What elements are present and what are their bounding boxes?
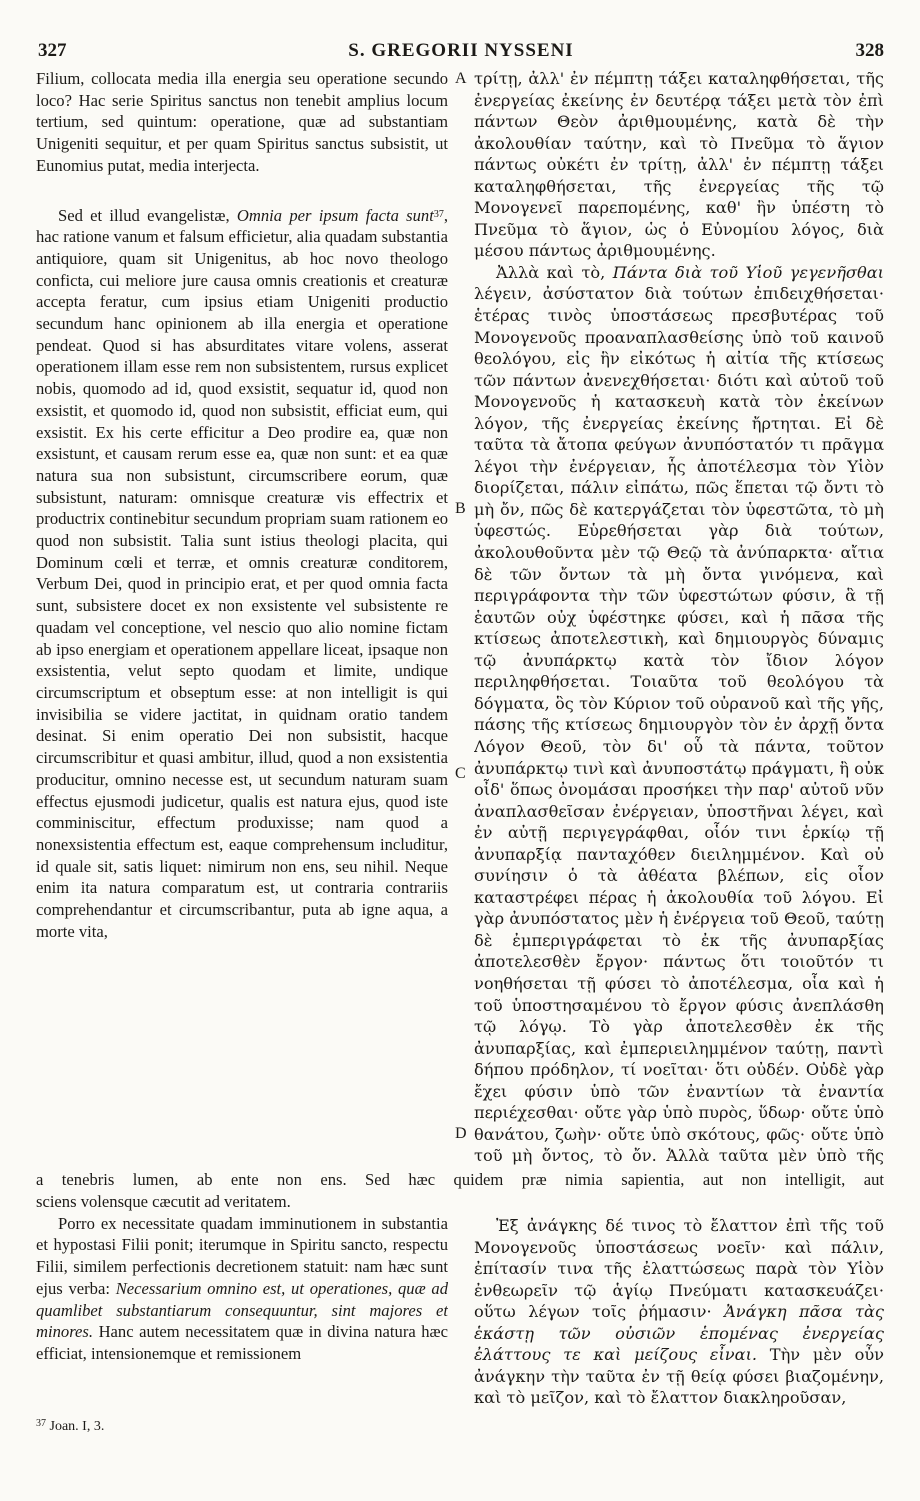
latin-quotation: Omnia per ipsum facta sunt bbox=[236, 205, 434, 225]
latin-paragraph: Sed et illud evangelistæ, Omnia per ipsum facta sunt$^{37}$, hac ratione vanum et falsum efficietur, alia quadam substantia antiquiore, quam sit Unigenitus, ab hoc novo theologo conficta, cui meliore jure causa omnis creationis et creaturæ accepta feratur, cum ipsius etiam Unigeniti productio secundum hanc opinionem ab illa energia et operatione pendeat. Quod si has absurditates vitare volens, asserat operationem illam esse rem non subsistentem, rursus explicet nobis, quomodo ad id, quod exsistit, sequatur id, quod non exsistit, et quomodo id, quod non subsistit, efficiat eum, qui exsistit. Ex his certe efficitur a Deo prodire ea, quæ non exsistunt, et causam rerum esse ea, quæ non sunt: et ea quæ natura sua non subsistunt, circumscribere eorum, quæ subsistunt, naturam: omnisque creaturæ vis effectrix et productrix continebitur secundum propriam suam rationem eo quod non subsistit. Talia sunt istius theologi placita, qui Dominum cœli et terræ, et omnis creaturæ conditorem, Verbum Dei, quod in principio erat, et per quod omnia facta sunt, subsistere docet ex non exsistente vel subsistente re quadam vel conceptione, vel nescio quo alio nomine fictam ab ipso energiam et operationem appellare liceat, ipsaque non exsistentia, velut septo quodam et limite, undique circumscriptum et obseptum esse: at non intelligit is qui invisibilia se videre jactitat, in quidnam oratio tandem desinat. Si enim operatio Dei non subsistit, hacque circumscribitur et quasi ambitur, illud, quod a non exsistentia producitur, omnino necesse est, ut secundum naturam suam effectus ejusmodi judicetur, qualis est natura ejus, quod iste comminiscitur, effectum produxisse; nam quod a nonexsistentia effectum est, eaque comprehensum includitur, id quale sit, satis liquet: nimirum non ens, seu nihil. Neque enim ita natura comparatum est, ut contraria contrariis comprehendantur et circumscribantur, puta ab igne aqua, a morte vita, bbox=[36, 205, 448, 941]
latin-full-width-line: a tenebris lumen, ab ente non ens. Sed hæc quidem præ nimia sapientia, aut non intelligit, aut bbox=[36, 1170, 884, 1189]
latin-column-lower bbox=[36, 1191, 448, 1411]
latin-paragraph: Filium, collocata media illa energia seu operatione secundo loco? Hac serie Spiritus sanctus non tenebit amplius locum tertium, sed quintum: operatione, quæ ad substantiam Unigeniti sequitur, et per quam Spiritus sanctus subsistit, ut Eunomius putat, media interjecta. bbox=[36, 69, 448, 175]
greek-paragraph: τρίτῃ, ἀλλ' ἐν πέμπτῃ τάξει καταληφθήσεται, τῆς ἐνεργείας ἐκείνης ἐν δευτέρᾳ τάξει μετὰ τὸν ἐπὶ πάντων Θεὸν ἀριθμουμένης, κατὰ δὲ τὴν ἀκολουθίαν ταύτην, καὶ τὸ Πνεῦμα τὸ ἅγιον πάντως οὐκέτι ἐν τρίτῃ, ἀλλ' ἐν πέμπτῃ τάξει καταληφθήσεται, τῆς ἐνεργείας τῆς τῷ Μονογενεῖ παρεπομένης, καθ' ἣν ὑπέστη τὸ Πνεῦμα τὸ ἅγιον, ὡς ὁ Εὐνομίου λόγος, διὰ μέσου πάντως ἀριθμουμένης. bbox=[474, 69, 884, 261]
margin-letter-a: A bbox=[455, 70, 467, 87]
page-number-right: 328 bbox=[855, 40, 884, 61]
margin-letter-d: D bbox=[455, 1125, 467, 1142]
greek-column-lower bbox=[474, 1215, 884, 1410]
latin-column bbox=[36, 68, 448, 1169]
page-number-left: 327 bbox=[38, 40, 67, 61]
greek-column bbox=[474, 68, 884, 1169]
greek-quotation: Ἀνάγκη πᾶσα τὰς ἑκάστῃ τῶν οὐσιῶν ἑπομένας ἐνεργείας ἐλάττους τε καὶ μείζους εἶναι. bbox=[474, 1302, 884, 1365]
greek-quotation: Πάντα διὰ τοῦ Υἱοῦ γεγενῆσθαι bbox=[612, 262, 884, 282]
footnote-reference: 37 bbox=[433, 208, 444, 220]
running-title: S. GREGORII NYSSENI bbox=[348, 40, 574, 61]
greek-paragraph: Ἀλλὰ καὶ τὸ, Πάντα διὰ τοῦ Υἱοῦ γεγενῆσθαι λέγειν, ἀσύστατον διὰ τούτων ἐπιδειχθήσεται· ἑτέρας τινὸς ὑποστάσεως πρεσβυτέρας τοῦ Μονογενοῦς προαναπλασθείσης ὑπὸ τοῦ καινοῦ θεολόγου, εἰς ἣν εἰκότως ἡ αἰτία τῆς κτίσεως τῶν πάντων ἀνενεχθήσεται· διότι καὶ αὐτοῦ τοῦ Μονογενοῦς ἡ κατασκευὴ κατὰ τὸν ἐκείνων λόγον, τῆς ἐνεργείας ἐκείνης ἤρτηται. Εἰ δὲ ταῦτα τὰ ἄτοπα φεύγων ἀνυπόστατόν τι πρᾶγμα λέγοι τὴν ἐνέργειαν, ἧς ἀποτέλεσμα τὸν Υἱὸν διορίζεται, πάλιν εἰπάτω, πῶς ἕπεται τῷ ὄντι τὸ μὴ ὄν, πῶς δὲ κατεργάζεται τὸν ὑφεστῶτα, τὸ μὴ ὑφεστώς. Εὑρεθήσεται γὰρ διὰ τούτων, ἀκολουθοῦντα μὲν τῷ Θεῷ τὰ ἀνύπαρκτα· αἴτια δὲ τῶν ὄντων τὰ μὴ ὄντα γινόμενα, καὶ περιγράφοντα τὴν τῶν ὑφεστώτων φύσιν, ἃ τῇ ἑαυτῶν οὐχ ὑφέστηκε φύσει, καὶ ἡ πᾶσα τῆς κτίσεως ἀποτελεστικὴ, καὶ δημιουργὸς δύναμις τῷ ἀνυπάρκτῳ κατὰ τὸν ἴδιον λόγον περιληφθήσεται. Τοιαῦτα τοῦ θεολόγου τὰ δόγματα, ὃς τὸν Κύριον τοῦ οὐρανοῦ καὶ τῆς γῆς, πάσης τῆς κτίσεως δημιουργὸν τὸν ἐν ἀρχῇ ὄντα Λόγον Θεοῦ, τὸν δι' οὗ τὰ πάντα, τοῦτον ἀνυπάρκτῳ τινὶ καὶ ἀνυποστάτῳ πράγματι, ἢ οὐκ οἶδ' ὅπως ὀνομάσαι προσήκει τὴν παρ' αὐτοῦ νῦν ἀναπλασθεῖσαν ἐνέργειαν, ὑποστῆναι λέγει, καὶ ἐν αὐτῇ περιγεγράφθαι, οἷόν τινι ἑρκίῳ τῇ ἀνυπαρξίᾳ πανταχόθεν διειλημμένον. Καὶ οὐ συνίησιν ὁ τὰ ἀθέατα βλέπων, εἰς οἷον καταστρέφει πέρας ἡ ἀκολουθία τοῦ λόγου. Εἰ γὰρ ἀνυπόστατος μὲν ἡ ἐνέργεια τοῦ Θεοῦ, ταύτῃ δὲ ἐμπεριγράφεται τὸ ἐκ τῆς ἀνυπαρξίας ἀποτελεσθὲν ἔργον· πάντως ὅτι τοιοῦτόν τι νοηθήσεται τῇ φύσει τὸ ἀποτέλεσμα, οἷα καὶ ἡ τοῦ ὑποστησαμένου τὸ ἔργον φύσις ἀνεπλάσθη τῷ λόγῳ. Τὸ γὰρ ἀποτελεσθὲν ἐκ τῆς ἀνυπαρξίας, καὶ ἐμπεριειλημμένον ταύτῃ, παντὶ δήπου πρόδηλον, τί νοεῖται· ὅτι οὐδέν. Οὐδὲ γὰρ ἔχει φύσιν ὑπὸ τῶν ἐναντίων τὰ ἐναντία περιέχεσθαι· οὔτε γὰρ ὑπὸ πυρὸς, ὕδωρ· οὔτε ὑπὸ θανάτου, ζωὴν· οὔτε ὑπὸ σκότους, φῶς· οὔτε ὑπὸ τοῦ μὴ ὄντος, τὸ ὄν. Ἀλλὰ ταῦτα μὲν ὑπὸ τῆς bbox=[474, 262, 884, 1166]
latin-paragraph: Porro ex necessitate quadam imminutionem in substantia et hypostasi Filii ponit; iterumque in Spiritu sancto, respectu Filii, similem perfectionis decretionem statuit: nam hæc sunt ejus verba: Necessarium omnino est, ut operationes, quæ ad quamlibet substantiarum consequuntur, sint majores et minores. Hanc autem necessitatem quæ in divina natura hæc efficiat, intensionemque et remissionem bbox=[36, 1213, 448, 1363]
margin-letter-b: B bbox=[455, 500, 466, 517]
page-header bbox=[38, 40, 884, 66]
footnote-mark: 37 bbox=[36, 1418, 46, 1429]
margin-letter-c: C bbox=[455, 765, 466, 782]
footnote bbox=[36, 1418, 104, 1435]
greek-paragraph: Ἐξ ἀνάγκης δέ τινος τὸ ἔλαττον ἐπὶ τῆς τοῦ Μονογενοῦς ὑποστάσεως νοεῖν· καὶ πάλιν, ἐπίτασίν τινα τῆς ἐλαττώσεως παρὰ τὸν Υἱὸν ἐνθεωρεῖν τῷ ἁγίῳ Πνεύματι κατασκευάζει· οὕτω λέγων τοῖς ῥήμασιν· Ἀνάγκη πᾶσα τὰς ἑκάστῃ τῶν οὐσιῶν ἑπομένας ἐνεργείας ἐλάττους τε καὶ μείζους εἶναι. Τὴν μὲν οὖν ἀνάγκην τὴν ταῦτα ἐν τῇ θείᾳ φύσει βιαζομένην, καὶ τὸ μεῖζον, καὶ τὸ ἔλαττον διακληροῦσαν, bbox=[474, 1216, 884, 1408]
footnote-text: Joan. I, 3. bbox=[49, 1419, 105, 1434]
latin-paragraph: sciens volensque cæcutit ad veritatem. bbox=[36, 1192, 291, 1211]
latin-quotation: Necessarium omnino est, ut operationes, quæ ad quamlibet substantiarum consequuntur, sint majores et minores. bbox=[36, 1278, 448, 1342]
